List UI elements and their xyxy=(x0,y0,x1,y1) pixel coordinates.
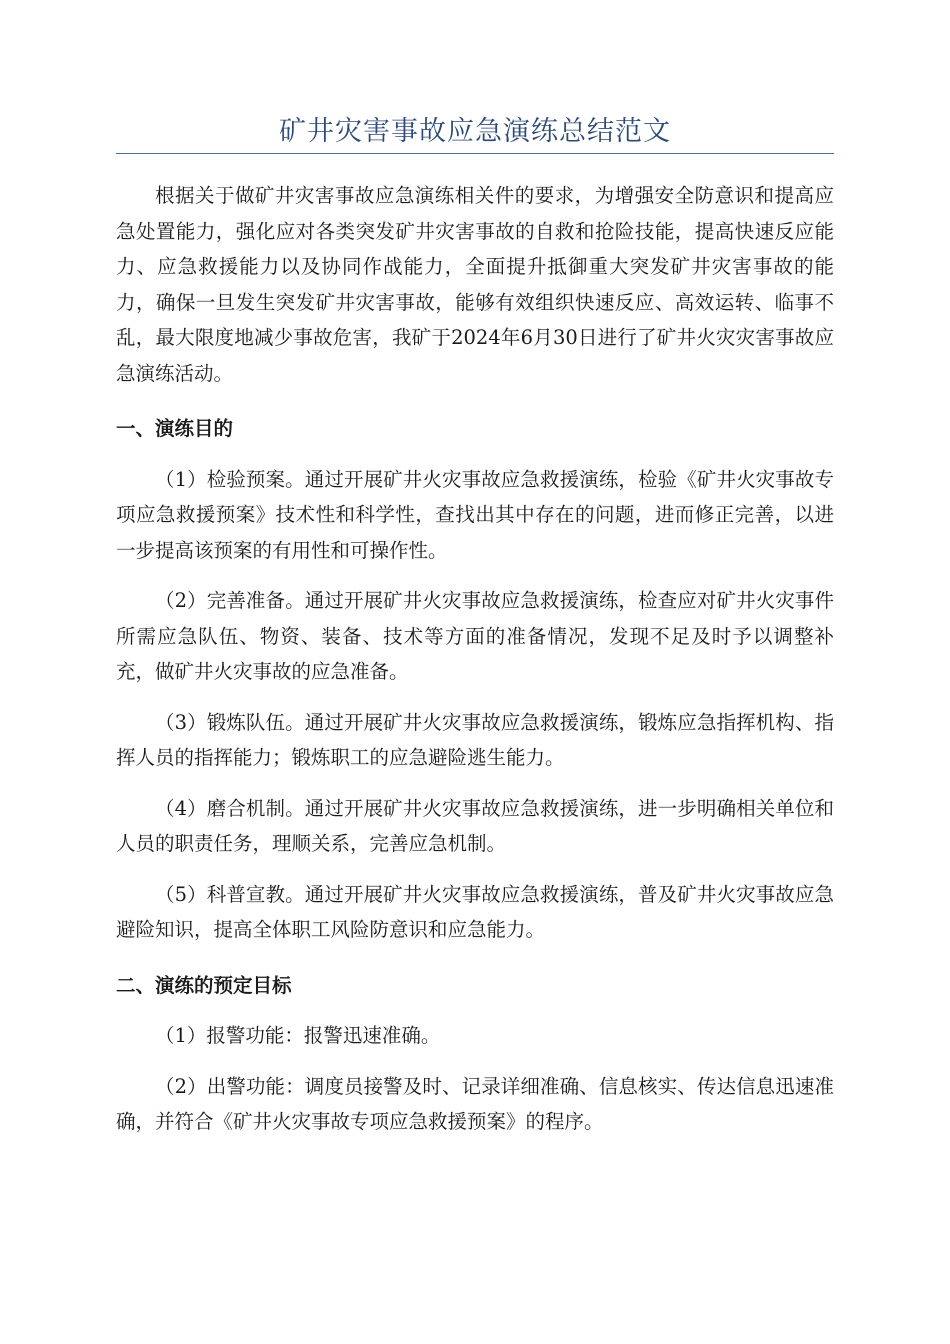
purpose-item: （1）检验预案。通过开展矿井火灾事故应急救援演练，检验《矿井火灾事故专项应急救援预案》技术性和科学性，查找出其中存在的问题，进而修正完善，以进一步提高该预案的有用性和可操作性。 xyxy=(116,467,834,562)
section-heading-goals: 二、演练的预定目标 xyxy=(116,973,292,997)
document-title: 矿井灾害事故应急演练总结范文 xyxy=(279,116,671,147)
purpose-item: （5）科普宣教。通过开展矿井火灾事故应急救援演练，普及矿井火灾事故应急避险知识，提高全体职工风险防意识和应急能力。 xyxy=(116,882,834,941)
purpose-item: （2）完善准备。通过开展矿井火灾事故应急救援演练，检查应对矿井火灾事件所需应急队伍、物资、装备、技术等方面的准备情况，发现不足及时予以调整补充，做矿井火灾事故的应急准备。 xyxy=(116,589,834,683)
goal-item: （1）报警功能：报警迅速准确。 xyxy=(155,1024,441,1047)
document-body xyxy=(116,178,834,1140)
intro-paragraph: 根据关于做矿井灾害事故应急演练相关件的要求，为增强安全防意识和提高应急处置能力，强化应对各类突发矿井灾害事故的自救和抢险技能，提高快速反应能力、应急救援能力以及协同作战能力，全面提升抵御重大突发矿井灾害事故的能力，确保一旦发生突发矿井灾害事故，能够有效组织快速反应、高效运转、临事不乱，最大限度地减少事故危害，我矿于2024年6月30日进行了矿井火灾灾害事故应急演练活动。 xyxy=(116,184,834,385)
title-underline xyxy=(116,153,834,154)
section-heading-purpose: 一、演练目的 xyxy=(116,417,234,440)
goal-item: （2）出警功能：调度员接警及时、记录详细准确、信息核实、传达信息迅速准确，并符合《矿井火灾事故专项应急救援预案》的程序。 xyxy=(116,1074,834,1133)
purpose-item: （3）锻炼队伍。通过开展矿井火灾事故应急救援演练，锻炼应急指挥机构、指挥人员的指挥能力；锻炼职工的应急避险逃生能力。 xyxy=(116,710,834,769)
purpose-item: （4）磨合机制。通过开展矿井火灾事故应急救援演练，进一步明确相关单位和人员的职责任务，理顺关系，完善应急机制。 xyxy=(116,796,834,855)
